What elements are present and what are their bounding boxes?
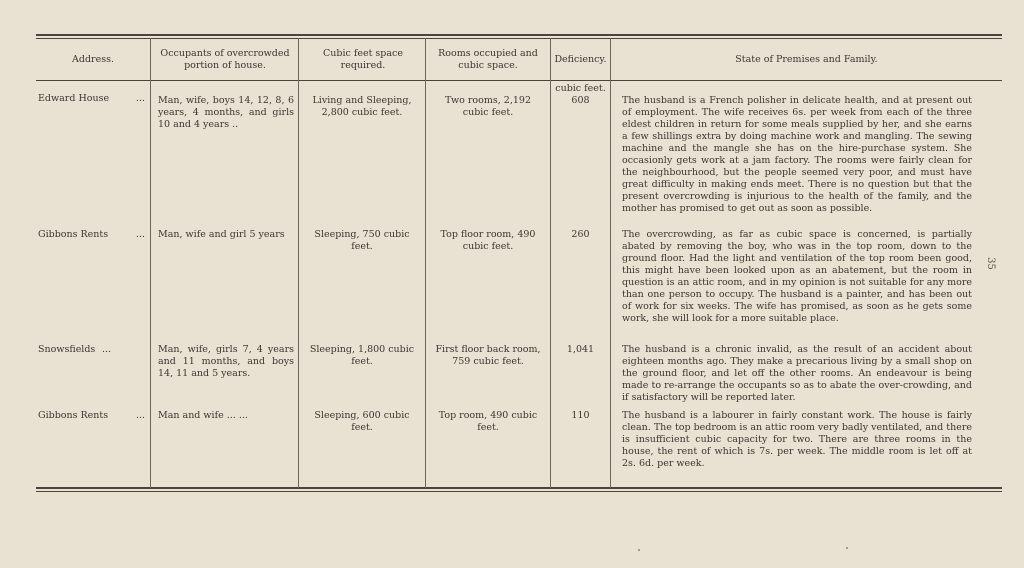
header-occupants: Occupants of overcrowded portion of house. (160, 48, 290, 71)
column-divider (425, 38, 426, 488)
row-rooms: First floor back room, 759 cubic feet. (435, 344, 541, 367)
row-address: Gibbons Rents (38, 410, 109, 421)
table-bottom-rule-thin (36, 491, 1002, 492)
table-bottom-rule (36, 487, 1002, 489)
header-cubic-space: Cubic feet space required. (322, 48, 403, 71)
row-address: Edward House (38, 93, 110, 104)
header-state: State of Premises and Family. (735, 54, 878, 65)
row-address-leader: ... (136, 410, 146, 421)
row-address-leader: ... (102, 344, 112, 355)
row-cubic-space: Sleeping, 600 cubic feet. (314, 410, 410, 433)
row-state: The husband is a chronic invalid, as the result of an accident about eighteen months ago. They make a precarious living by a small shop on the ground floor, and let off the other rooms. An endeavour is being made to re-arrange the occupants so as to abate the over-crowding, and if satisfactory will be reported later. (622, 344, 972, 403)
deficiency-unit: cubic feet. (555, 83, 606, 94)
row-cubic-space: Sleeping, 750 cubic feet. (314, 229, 410, 252)
column-divider (150, 38, 151, 488)
row-cubic-space: Sleeping, 1,800 cubic feet. (309, 344, 415, 367)
row-address: Gibbons Rents (38, 229, 109, 240)
table-top-rule-thin (36, 38, 1002, 39)
header-address: Address. (72, 54, 114, 65)
row-occupants: Man and wife ... ... (158, 410, 248, 421)
page-number: 35 (984, 257, 996, 270)
column-divider (298, 38, 299, 488)
row-deficiency: 608 (571, 95, 590, 106)
row-occupants: Man, wife, boys 14, 12, 8, 6 years, 4 months, and girls 10 and 4 years .. (158, 95, 294, 130)
row-deficiency: 260 (571, 229, 590, 240)
table-top-rule (36, 34, 1002, 36)
row-deficiency: 1,041 (566, 344, 595, 355)
header-rooms: Rooms occupied and cubic space. (438, 48, 538, 71)
row-cubic-space: Living and Sleeping, 2,800 cubic feet. (312, 95, 412, 118)
header-deficiency: Deficiency. (554, 54, 607, 65)
row-rooms: Top floor room, 490 cubic feet. (440, 229, 536, 252)
row-rooms: Top room, 490 cubic feet. (438, 410, 538, 433)
header-divider (36, 80, 1002, 81)
row-address-leader: ... (136, 229, 146, 240)
row-rooms: Two rooms, 2,192 cubic feet. (445, 95, 531, 118)
row-address-leader: ... (136, 93, 146, 104)
row-occupants: Man, wife, girls 7, 4 years and 11 months, and boys 14, 11 and 5 years. (158, 344, 294, 379)
row-address: Snowsfields (38, 344, 96, 355)
row-state: The husband is a labourer in fairly constant work. The house is fairly clean. The top bedroom is an attic room very badly ventilated, and there is insufficient cubic capacity for two. There are three rooms in the house, the rent of which is 7s. per week. The middle room is let off at 2s. 6d. per week. (622, 410, 972, 469)
paper-speck (846, 547, 848, 549)
row-occupants: Man, wife and girl 5 years (158, 229, 285, 240)
paper-speck (638, 549, 640, 551)
column-divider (610, 38, 611, 488)
row-state: The overcrowding, as far as cubic space is concerned, is partially abated by removing the boy, who was in the top room, down to the ground floor. Had the light and ventilation of the top room been good, this might have been looked upon as an abatement, but the room in question is an attic room, and in my opinion is not suitable for any more than one person to occupy. The husband is a painter, and has been out of work for six weeks. The wife has promised, as soon as he gets some work, she will look for a more suitable place. (622, 229, 972, 324)
row-state: The husband is a French polisher in delicate health, and at present out of employment. The wife receives 6s. per week from each of the three eldest children in return for some meals supplied by her, and she earns a few shillings extra by doing machine work and mangling. The sewing machine and the mangle she has on the hire-purchase system. She occasionly gets work at a jam factory. The rooms were fairly clean for the neighbourhood, but the people seemed very poor, and must have great difficulty in making ends meet. There is no question but that the present overcrowding is injurious to the health of the family, and the mother has promised to get out as soon as possible. (622, 95, 972, 214)
row-deficiency: 110 (571, 410, 590, 421)
